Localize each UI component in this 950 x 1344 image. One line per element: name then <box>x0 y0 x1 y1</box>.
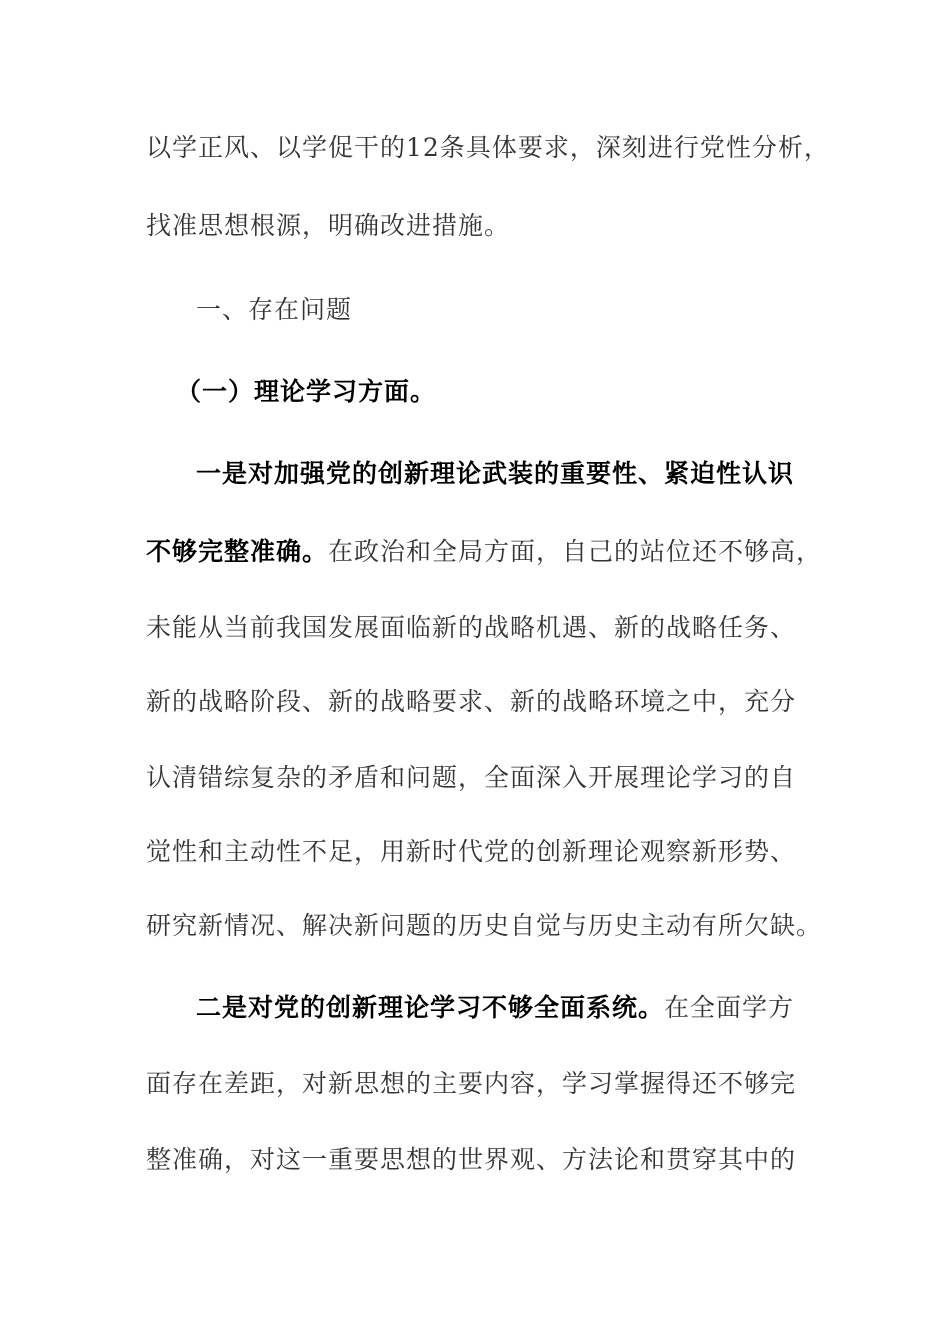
subsection-heading <box>176 374 866 410</box>
bold-lead-text: 一是对加强党的创新理论武装的重要性、紧迫性认识 <box>196 459 795 488</box>
body-text: 觉性和主动性不足，用新时代党的创新理论观察新形势、 <box>146 837 797 866</box>
paragraph-line <box>146 684 836 720</box>
paragraph-line <box>146 534 836 570</box>
paragraph-line <box>196 990 886 1026</box>
body-text: 整准确，对这一重要思想的世界观、方法论和贯穿其中的 <box>146 1145 797 1174</box>
body-text: 研究新情况、解决新问题的历史自觉与历史主动有所欠缺。 <box>146 911 823 940</box>
body-text: 以学正风、以学促干的12条具体要求，深刻进行党性分析， <box>146 133 830 162</box>
paragraph-line <box>146 834 836 870</box>
body-text: 找准思想根源，明确改进措施。 <box>146 211 511 240</box>
body-text: 面存在差距，对新思想的主要内容，学习掌握得还不够完 <box>146 1069 797 1098</box>
body-text: 在全面学方 <box>664 993 795 1022</box>
paragraph-line <box>146 208 836 244</box>
subheading-text: （一）理论学习方面。 <box>176 377 437 406</box>
paragraph-line <box>146 1066 836 1102</box>
bold-lead-text: 不够完整准确。 <box>146 537 329 566</box>
paragraph-line <box>196 456 886 492</box>
heading-text: 一、存在问题 <box>196 295 353 324</box>
paragraph-line <box>146 760 836 796</box>
paragraph-line <box>146 130 836 166</box>
body-text: 未能从当前我国发展面临新的战略机遇、新的战略任务、 <box>146 613 797 642</box>
body-text: 认清错综复杂的矛盾和问题，全面深入开展理论学习的自 <box>146 763 797 792</box>
paragraph-line <box>146 1142 836 1178</box>
paragraph-line <box>146 610 836 646</box>
paragraph-line <box>146 908 836 944</box>
body-text: 新的战略阶段、新的战略要求、新的战略环境之中，充分 <box>146 687 797 716</box>
section-heading <box>196 292 886 328</box>
bold-lead-text: 二是对党的创新理论学习不够全面系统。 <box>196 993 665 1022</box>
body-text: 在政治和全局方面，自己的站位还不够高， <box>328 537 823 566</box>
